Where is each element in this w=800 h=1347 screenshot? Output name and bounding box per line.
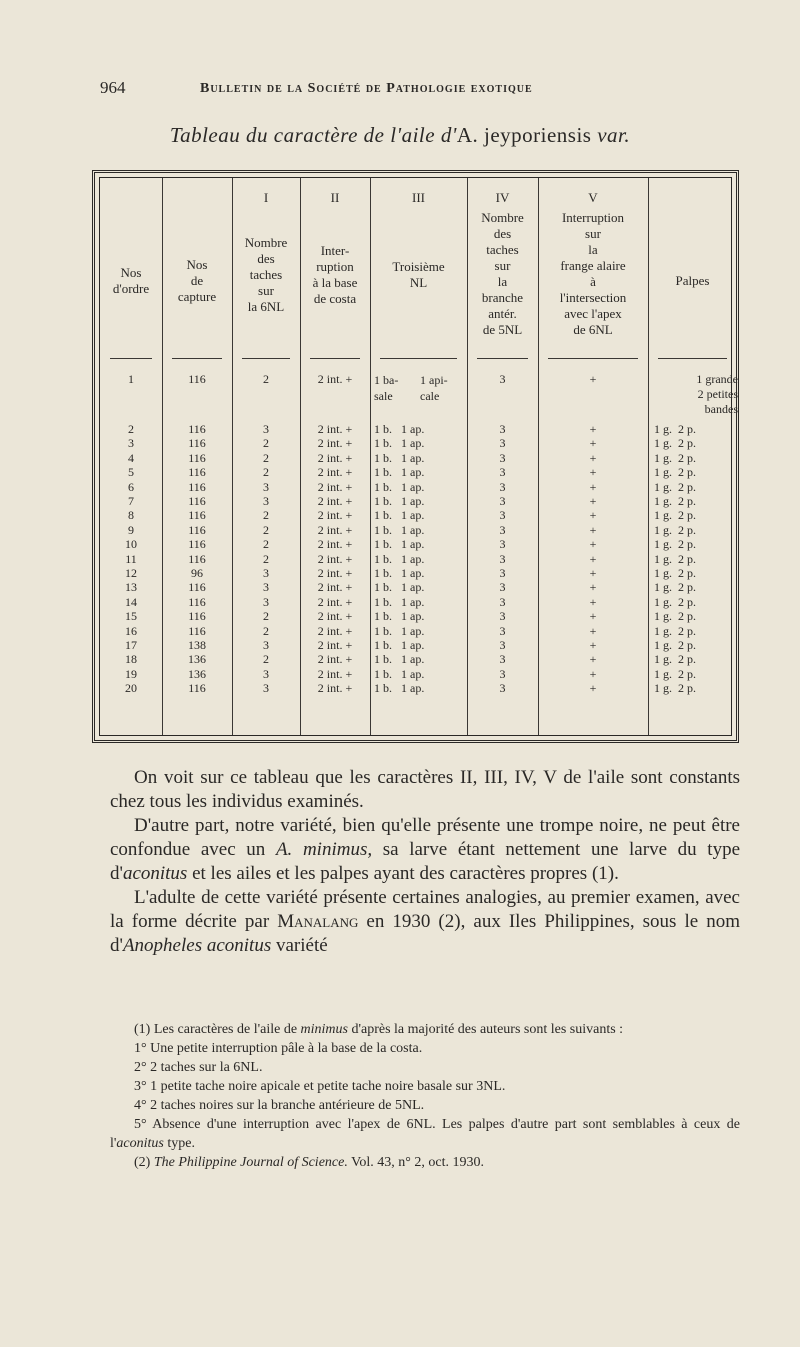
cell-ordre: 5: [128, 465, 134, 480]
cell-costa: 2 int. +: [317, 479, 353, 494]
cell-costa: 2 int. +: [317, 372, 353, 386]
cell-ordre: 2: [128, 422, 134, 436]
cell-capture: 136: [188, 652, 206, 667]
cell-frange: +: [589, 666, 597, 681]
cell-ordre: 13: [125, 580, 137, 595]
column-roman-numeral: I: [263, 190, 269, 205]
cell-frange: +: [589, 551, 597, 566]
cell-palpes: 1 g. 2 p.: [654, 666, 696, 681]
cell-branche: 3: [499, 494, 506, 508]
cell-nl3-basale: 1 ba- sale: [374, 373, 399, 403]
cell-nl3-apicale: 1 api- cale: [420, 373, 448, 403]
cell-palpes: 1 g. 2 p.: [654, 566, 696, 580]
fn2-journal: The Philippine Journal of Science.: [153, 1155, 348, 1170]
cell-frange: +: [589, 522, 597, 537]
table-caption: [0, 123, 800, 148]
cell-ordre: 16: [125, 623, 137, 638]
cell-costa: 2 int. +: [317, 666, 353, 681]
cell-taches: 3: [263, 479, 269, 494]
cell-costa: 2 int. +: [317, 522, 353, 537]
cell-frange: +: [589, 537, 597, 552]
cell-costa: 2 int. +: [317, 465, 353, 480]
cell-capture: 116: [188, 465, 206, 480]
footnote-item-1: 1° Une petite interruption pâle à la base de la costa.: [134, 1041, 423, 1056]
column-label: Nos de capture: [177, 257, 217, 304]
cell-frange: +: [589, 638, 597, 652]
p2-part-c: sa larve étant nettement une larve du type d': [110, 839, 741, 884]
cell-nl3: 1 b. 1 ap.: [374, 681, 425, 696]
caption-suffix: var.: [591, 123, 631, 147]
cell-frange: +: [589, 623, 597, 638]
cell-costa: 2 int. +: [317, 494, 353, 508]
caption-prefix: Tableau du caractère de l'aile d': [169, 123, 457, 147]
header-rule: [658, 358, 727, 359]
cell-palpes: 1 g. 2 p.: [654, 551, 696, 566]
cell-palpes: 1 g. 2 p.: [654, 681, 696, 696]
cell-palpes: 1 grande 2 petites bandes: [696, 372, 738, 416]
cell-branche: 3: [499, 594, 506, 609]
cell-branche: 3: [499, 537, 506, 552]
cell-ordre: 14: [125, 594, 137, 609]
cell-capture: 116: [188, 580, 206, 595]
column-roman-numeral: V: [588, 190, 598, 205]
cell-ordre: 6: [128, 479, 134, 494]
cell-capture: 116: [188, 609, 206, 624]
p3-part-a: L'adulte de cette variété présente certaines analogies, au premier examen, avec la forme décrite par: [110, 887, 740, 932]
cell-costa: 2 int. +: [317, 436, 353, 451]
cell-nl3: 1 b. 1 ap.: [374, 422, 425, 436]
cell-nl3: 1 b. 1 ap.: [374, 638, 425, 652]
wing-table: [92, 170, 739, 743]
cell-ordre: 10: [125, 537, 137, 552]
cell-frange: +: [589, 436, 597, 451]
cell-nl3: 1 b. 1 ap.: [374, 479, 425, 494]
cell-branche: 3: [499, 580, 506, 595]
column-roman-numeral: II: [330, 190, 340, 205]
cell-costa: 2 int. +: [317, 681, 353, 696]
cell-ordre: 4: [128, 450, 134, 465]
caption-species: A. jeyporiensis: [456, 123, 592, 147]
cell-palpes: 1 g. 2 p.: [654, 580, 696, 595]
fn1-minimus: minimus: [300, 1022, 348, 1037]
cell-ordre: 3: [128, 436, 134, 451]
cell-costa: 2 int. +: [317, 638, 353, 652]
cell-branche: 3: [499, 479, 506, 494]
cell-capture: 116: [188, 479, 206, 494]
cell-palpes: 1 g. 2 p.: [654, 537, 696, 552]
cell-taches: 3: [263, 566, 269, 580]
cell-ordre: 9: [128, 522, 134, 537]
cell-capture: 116: [188, 594, 206, 609]
cell-branche: 3: [499, 551, 506, 566]
cell-capture: 116: [188, 522, 206, 537]
cell-taches: 2: [263, 537, 269, 552]
column-header: [370, 190, 467, 291]
cell-branche: 3: [499, 666, 506, 681]
cell-capture: 116: [188, 508, 206, 523]
cell-capture: 116: [188, 681, 206, 696]
cell-palpes: 1 g. 2 p.: [654, 479, 696, 494]
cell-nl3: 1 b. 1 ap.: [374, 450, 425, 465]
cell-nl3: 1 b. 1 ap.: [374, 609, 425, 624]
cell-frange: +: [589, 594, 597, 609]
cell-branche: 3: [499, 436, 506, 451]
cell-palpes: 1 g. 2 p.: [654, 436, 696, 451]
cell-nl3: 1 b. 1 ap.: [374, 566, 425, 580]
column-roman-numeral: [648, 190, 737, 206]
column-header: [648, 190, 737, 289]
cell-branche: 3: [499, 465, 506, 480]
cell-nl3: 1 b. 1 ap.: [374, 594, 425, 609]
cell-taches: 3: [263, 666, 269, 681]
cell-frange: +: [589, 450, 597, 465]
cell-nl3: 1 b. 1 ap.: [374, 522, 425, 537]
cell-taches: 2: [263, 522, 269, 537]
cell-ordre: 19: [125, 666, 137, 681]
header-rule: [242, 358, 290, 359]
cell-costa: 2 int. +: [317, 566, 353, 580]
column-roman-numeral: [162, 190, 232, 206]
cell-capture: 138: [188, 638, 206, 652]
cell-nl3: 1 b. 1 ap.: [374, 580, 425, 595]
cell-frange: +: [589, 479, 597, 494]
cell-ordre: 12: [125, 566, 137, 580]
cell-branche: 3: [499, 450, 506, 465]
column-header: [538, 190, 648, 338]
cell-nl3: 1 b. 1 ap.: [374, 551, 425, 566]
cell-palpes: 1 g. 2 p.: [654, 508, 696, 523]
column-roman-numeral: IV: [495, 190, 510, 205]
p3-part-e: variété: [271, 935, 328, 956]
cell-costa: 2 int. +: [317, 623, 353, 638]
cell-nl3: 1 b. 1 ap.: [374, 494, 425, 508]
cell-palpes: 1 g. 2 p.: [654, 494, 696, 508]
cell-palpes: 1 g. 2 p.: [654, 623, 696, 638]
cell-taches: 2: [263, 372, 269, 386]
p3-author: Manalang: [277, 911, 359, 932]
footnote-item-2: 2° 2 taches sur la 6NL.: [134, 1060, 263, 1075]
cell-costa: 2 int. +: [317, 580, 353, 595]
cell-branche: 3: [499, 522, 506, 537]
column-header: [467, 190, 538, 338]
cell-costa: 2 int. +: [317, 450, 353, 465]
cell-palpes: 1 g. 2 p.: [654, 609, 696, 624]
cell-frange: +: [589, 566, 597, 580]
cell-ordre: 15: [125, 609, 137, 624]
cell-costa: 2 int. +: [317, 508, 353, 523]
header-rule: [380, 358, 457, 359]
cell-frange: +: [589, 494, 597, 508]
column-label: Nombre des taches sur la branche antér. de 5NL: [481, 210, 524, 337]
cell-taches: 2: [263, 609, 269, 624]
cell-nl3: 1 b. 1 ap.: [374, 666, 425, 681]
header-rule: [172, 358, 222, 359]
footnote-1: [110, 1020, 740, 1039]
column-label: Palpes: [675, 273, 710, 288]
cell-nl3: 1 b. 1 ap.: [374, 508, 425, 523]
body-text: [110, 766, 740, 958]
column-header: [162, 190, 232, 305]
footnote-2: [110, 1153, 740, 1172]
column-label: Nos d'ordre: [112, 265, 150, 296]
cell-taches: 3: [263, 494, 269, 508]
cell-capture: 96: [191, 566, 203, 580]
cell-branche: 3: [499, 681, 506, 696]
cell-ordre: 1: [128, 372, 134, 386]
cell-capture: 116: [188, 372, 206, 386]
p2-species: A. minimus,: [275, 839, 373, 860]
p3-part-c: en 1930 (2), aux Iles Philippines, sous le nom d': [110, 911, 740, 956]
running-header: [100, 78, 700, 102]
page-number: 964: [100, 78, 126, 97]
cell-costa: 2 int. +: [317, 609, 353, 624]
column-label: Inter- ruption à la base de costa: [312, 243, 358, 306]
paragraph-2: [110, 814, 740, 886]
column-header: [300, 190, 370, 307]
cell-palpes: 1 g. 2 p.: [654, 422, 696, 436]
paragraph-3: [110, 886, 740, 958]
cell-nl3: 1 b. 1 ap.: [374, 465, 425, 480]
cell-taches: 2: [263, 508, 269, 523]
cell-nl3: 1 b. 1 ap.: [374, 537, 425, 552]
fn2-a: (2): [134, 1155, 154, 1170]
cell-taches: 2: [263, 450, 269, 465]
cell-ordre: 8: [128, 508, 134, 523]
cell-costa: 2 int. +: [317, 594, 353, 609]
cell-branche: 3: [499, 508, 506, 523]
journal-title: Bulletin de la Société de Pathologie exotique: [200, 81, 533, 96]
header-rule: [548, 358, 638, 359]
p2-part-a: D'autre part, notre variété, bien qu'elle présente une trompe noire, ne peut être confondue avec un: [110, 815, 740, 860]
cell-ordre: 7: [128, 494, 134, 508]
column-label: Nombre des taches sur la 6NL: [244, 235, 288, 314]
cell-taches: 2: [263, 465, 269, 480]
column-label: Interruption sur la frange alaire à l'intersection avec l'apex de 6NL: [559, 210, 627, 337]
cell-branche: 3: [499, 623, 506, 638]
fn-i5-aconitus: aconitus: [116, 1136, 164, 1151]
cell-branche: 3: [499, 652, 506, 667]
cell-frange: +: [589, 681, 597, 696]
header-rule: [477, 358, 528, 359]
header-rule: [310, 358, 360, 359]
footnote-item-5: [110, 1115, 740, 1153]
cell-frange: +: [589, 580, 597, 595]
cell-palpes: 1 g. 2 p.: [654, 465, 696, 480]
cell-taches: 3: [263, 681, 269, 696]
cell-nl3: 1 b. 1 ap.: [374, 652, 425, 667]
cell-taches: 2: [263, 652, 269, 667]
cell-frange: +: [589, 652, 597, 667]
footnote-item-4: 4° 2 taches noires sur la branche antérieure de 5NL.: [134, 1098, 425, 1113]
cell-taches: 3: [263, 580, 269, 595]
footnotes: [110, 1020, 740, 1172]
cell-ordre: 17: [125, 638, 137, 652]
paragraph-1: On voit sur ce tableau que les caractères II, III, IV, V de l'aile sont constants chez tous les individus examinés.: [110, 767, 740, 812]
p3-species: Anopheles aconitus: [122, 935, 272, 956]
cell-costa: 2 int. +: [317, 551, 353, 566]
fn2-c: Vol. 43, n° 2, oct. 1930.: [347, 1155, 484, 1170]
cell-capture: 116: [188, 551, 206, 566]
fn-i5-c: type.: [163, 1136, 195, 1151]
cell-frange: +: [589, 609, 597, 624]
cell-capture: 116: [188, 436, 206, 451]
cell-costa: 2 int. +: [317, 422, 353, 436]
column-roman-numeral: [100, 190, 162, 206]
cell-capture: 116: [188, 494, 206, 508]
cell-branche: 3: [499, 566, 506, 580]
table-inner: [99, 177, 738, 736]
cell-branche: 3: [499, 422, 506, 436]
cell-ordre: 20: [125, 681, 137, 696]
cell-ordre: 11: [125, 551, 137, 566]
cell-taches: 2: [263, 623, 269, 638]
fn1-a: (1) Les caractères de l'aile de: [134, 1022, 301, 1037]
cell-branche: 3: [499, 638, 506, 652]
cell-nl3: 1 b. 1 ap.: [374, 623, 425, 638]
cell-capture: 116: [188, 450, 206, 465]
cell-frange: +: [589, 465, 597, 480]
cell-branche: 3: [499, 372, 506, 386]
cell-taches: 3: [263, 422, 269, 436]
cell-palpes: 1 g. 2 p.: [654, 638, 696, 652]
column-roman-numeral: III: [412, 190, 425, 205]
cell-capture: 116: [188, 422, 206, 436]
p2-part-e: et les ailes et les palpes ayant des caractères propres (1).: [187, 863, 619, 884]
cell-frange: +: [589, 422, 597, 436]
fn-i5-a: 5° Absence d'une interruption avec l'apex de 6NL. Les palpes d'autre part sont semblables à ceux de l': [110, 1117, 740, 1151]
cell-taches: 3: [263, 594, 269, 609]
cell-frange: +: [589, 508, 597, 523]
column-label: Troisième NL: [392, 259, 445, 290]
header-rule: [110, 358, 152, 359]
cell-costa: 2 int. +: [317, 652, 353, 667]
cell-nl3: 1 b. 1 ap.: [374, 436, 425, 451]
cell-capture: 136: [188, 666, 206, 681]
p2-aconitus: aconitus: [122, 863, 188, 884]
footnote-item-3: 3° 1 petite tache noire apicale et petite tache noire basale sur 3NL.: [134, 1079, 506, 1094]
cell-palpes: 1 g. 2 p.: [654, 594, 696, 609]
cell-taches: 3: [263, 638, 269, 652]
cell-ordre: 18: [125, 652, 137, 667]
cell-taches: 2: [263, 436, 269, 451]
cell-palpes: 1 g. 2 p.: [654, 450, 696, 465]
cell-branche: 3: [499, 609, 506, 624]
cell-palpes: 1 g. 2 p.: [654, 652, 696, 667]
cell-taches: 2: [263, 551, 269, 566]
column-header: [100, 190, 162, 297]
column-header: [232, 190, 300, 315]
cell-palpes: 1 g. 2 p.: [654, 522, 696, 537]
fn1-c: d'après la majorité des auteurs sont les suivants :: [347, 1022, 624, 1037]
cell-capture: 116: [188, 623, 206, 638]
cell-capture: 116: [188, 537, 206, 552]
cell-frange: +: [589, 372, 597, 386]
cell-costa: 2 int. +: [317, 537, 353, 552]
